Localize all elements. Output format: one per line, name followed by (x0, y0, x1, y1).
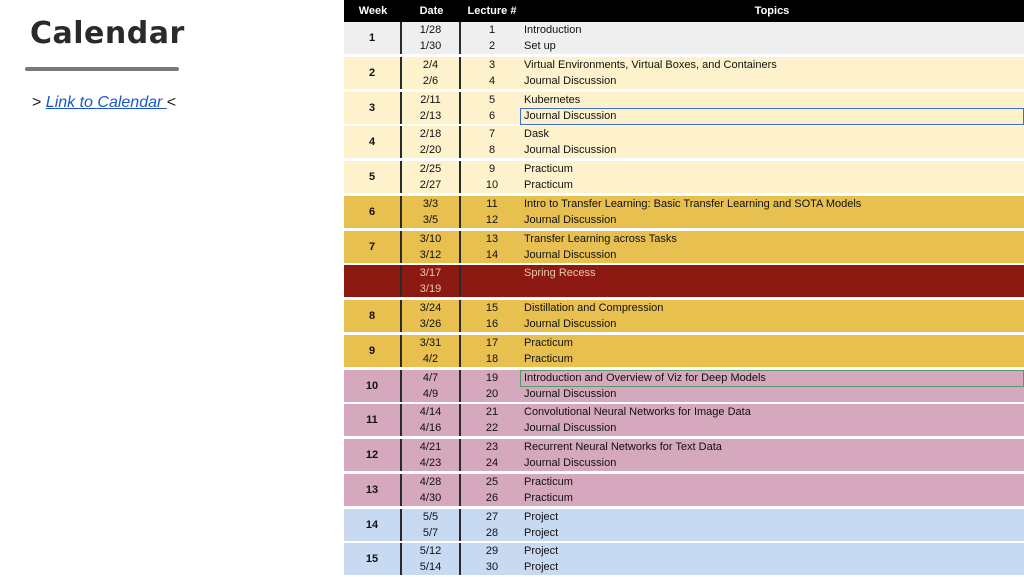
date-column (402, 439, 461, 471)
date-cell[interactable]: 3/10 (419, 232, 442, 245)
topic-cell[interactable]: Kubernetes (524, 93, 581, 106)
topic-cell[interactable]: Project (524, 545, 559, 558)
lecture-number-cell[interactable]: 27 (485, 510, 499, 523)
date-column (402, 92, 461, 124)
week-number-cell[interactable]: 4 (344, 126, 402, 158)
topic-cell[interactable]: Introduction (524, 24, 582, 36)
calendar-link[interactable]: Link to Calendar (45, 94, 167, 111)
table-header (344, 0, 1024, 22)
date-cell[interactable]: 4/14 (419, 406, 442, 419)
week-number-cell[interactable]: 10 (344, 370, 402, 402)
week-block (344, 161, 1024, 195)
week-number-cell[interactable]: 1 (344, 22, 402, 54)
date-column (402, 231, 461, 263)
date-cell[interactable]: 4/30 (419, 491, 442, 504)
week-number-cell[interactable]: 3 (344, 92, 402, 124)
topic-cell[interactable]: Project (524, 526, 559, 539)
date-cell[interactable]: 2/11 (420, 93, 441, 106)
lecture-number-cell[interactable]: 26 (485, 491, 499, 504)
date-cell[interactable]: 4/9 (422, 387, 439, 400)
date-column (402, 161, 461, 193)
topic-cell[interactable]: Practicum (524, 491, 573, 504)
topic-cell[interactable]: Recurrent Neural Networks for Text Data (524, 441, 722, 453)
schedule-table (344, 0, 1024, 576)
date-column (402, 404, 461, 436)
lecture-number-cell[interactable]: 8 (488, 144, 496, 157)
topic-cell[interactable]: Dask (524, 128, 550, 141)
date-cell[interactable]: 4/21 (419, 441, 442, 453)
date-cell[interactable]: 3/12 (419, 248, 442, 261)
date-cell[interactable]: 2/27 (419, 179, 442, 191)
topic-cell[interactable]: Journal Discussion (524, 457, 617, 469)
lecture-number-cell[interactable]: 14 (485, 248, 499, 261)
link-suffix: < (166, 94, 177, 111)
week-block (344, 231, 1024, 265)
topic-cell[interactable]: Practicum (524, 352, 573, 365)
lecture-number-cell[interactable] (461, 281, 523, 297)
date-column (402, 474, 461, 506)
week-block (344, 404, 1024, 438)
date-cell[interactable]: 3/31 (419, 336, 442, 349)
topic-cell[interactable]: Introduction and Overview of Viz for Deep Models (524, 371, 766, 384)
lecture-number-cell[interactable]: 2 (488, 40, 496, 52)
lecture-number-cell[interactable]: 7 (488, 128, 496, 141)
topic-cell[interactable]: Journal Discussion (524, 74, 617, 87)
lecture-number-cell[interactable]: 18 (485, 352, 499, 365)
topic-cell[interactable]: Project (524, 510, 559, 523)
topic-cell[interactable]: Spring Recess (524, 267, 596, 280)
lecture-number-cell[interactable]: 11 (486, 197, 498, 210)
date-column (402, 543, 461, 575)
date-cell[interactable]: 3/5 (422, 213, 439, 226)
header-date: Date (419, 5, 444, 17)
week-number-cell[interactable]: 14 (344, 509, 402, 541)
date-cell[interactable]: 4/7 (422, 371, 439, 384)
date-column (402, 335, 461, 367)
lecture-number-cell[interactable]: 30 (485, 561, 499, 574)
title-underline (25, 67, 179, 71)
week-number-cell[interactable]: 9 (344, 335, 402, 367)
lecture-number-cell[interactable]: 3 (488, 58, 496, 71)
date-cell[interactable]: 3/3 (422, 197, 439, 210)
week-number-cell[interactable]: 8 (344, 300, 402, 332)
topic-cell[interactable]: Journal Discussion (524, 422, 617, 435)
date-cell[interactable]: 2/20 (419, 144, 442, 157)
lecture-number-cell[interactable]: 9 (488, 163, 496, 175)
date-cell[interactable]: 2/13 (419, 109, 442, 122)
date-cell[interactable]: 1/28 (419, 24, 442, 36)
topic-cell[interactable]: Project (524, 561, 559, 574)
lecture-number-cell[interactable]: 6 (488, 109, 496, 122)
week-number-cell[interactable]: 13 (344, 474, 402, 506)
week-block (344, 335, 1024, 369)
lecture-number-cell[interactable]: 21 (485, 406, 499, 419)
lecture-number-cell[interactable]: 17 (485, 336, 499, 349)
week-number-cell[interactable]: 5 (344, 161, 402, 193)
week-number-cell[interactable]: 6 (344, 196, 402, 228)
lecture-number-cell[interactable]: 16 (485, 318, 499, 330)
week-number-cell[interactable]: 2 (344, 57, 402, 89)
topic-cell[interactable]: Practicum (524, 179, 573, 191)
topic-cell[interactable]: Virtual Environments, Virtual Boxes, and Containers (524, 58, 777, 71)
week-block (344, 439, 1024, 473)
lecture-number-cell[interactable]: 22 (485, 422, 499, 435)
week-number-cell[interactable] (344, 265, 402, 297)
lecture-number-cell[interactable]: 10 (485, 179, 499, 191)
date-cell[interactable]: 3/17 (419, 267, 442, 280)
week-block (344, 300, 1024, 334)
week-number-cell[interactable]: 12 (344, 439, 402, 471)
lecture-number-cell[interactable]: 29 (485, 545, 499, 558)
date-column (402, 300, 461, 332)
date-column (402, 22, 461, 54)
topic-cell[interactable]: Transfer Learning across Tasks (524, 232, 677, 245)
date-cell[interactable]: 5/12 (419, 545, 442, 558)
topic-cell[interactable]: Set up (524, 40, 556, 52)
lecture-number-cell[interactable]: 19 (485, 371, 499, 384)
topic-cell[interactable]: Distillation and Compression (524, 302, 664, 314)
date-column (402, 57, 461, 89)
date-cell[interactable]: 2/4 (422, 58, 439, 71)
week-block (344, 370, 1024, 404)
selected-cell-outline (520, 108, 1024, 125)
lecture-number-cell[interactable]: 20 (485, 387, 499, 400)
topic-cell[interactable]: Journal Discussion (524, 387, 617, 400)
topic-cell[interactable]: Journal Discussion (524, 248, 617, 261)
week-block (344, 265, 1024, 299)
lecture-number-cell[interactable]: 15 (485, 302, 499, 314)
week-block (344, 196, 1024, 230)
calendar-link-line (32, 94, 176, 112)
topic-cell[interactable]: Journal Discussion (524, 213, 617, 226)
topic-cell[interactable]: Intro to Transfer Learning: Basic Transfer Learning and SOTA Models (524, 197, 862, 210)
week-block (344, 126, 1024, 160)
date-cell[interactable]: 5/14 (419, 561, 442, 574)
lecture-number-cell[interactable]: 1 (488, 24, 496, 36)
topic-cell[interactable]: Practicum (524, 336, 573, 349)
topic-cell[interactable]: Journal Discussion (524, 318, 617, 330)
topic-cell[interactable]: Practicum (524, 163, 573, 175)
date-cell[interactable]: 4/28 (419, 475, 442, 488)
date-cell[interactable]: 5/5 (422, 510, 439, 523)
lecture-number-cell[interactable]: 28 (485, 526, 499, 539)
date-column (402, 370, 461, 402)
week-block (344, 57, 1024, 91)
week-block (344, 22, 1024, 56)
date-cell[interactable]: 3/26 (419, 318, 442, 330)
date-column (402, 265, 461, 297)
topic-cell[interactable]: Journal Discussion (524, 144, 617, 157)
lecture-number-cell[interactable]: 12 (485, 213, 499, 226)
date-cell[interactable]: 3/19 (419, 283, 442, 296)
topic-cell[interactable] (524, 281, 1020, 297)
date-cell[interactable]: 1/30 (419, 40, 442, 52)
topic-cell[interactable]: Journal Discussion (524, 109, 617, 122)
slide-title: Calendar (30, 16, 185, 51)
link-prefix: > (32, 94, 42, 111)
date-column (402, 126, 461, 158)
date-cell[interactable]: 2/18 (419, 128, 442, 141)
date-cell[interactable]: 4/16 (419, 422, 442, 435)
header-lecture: Lecture # (467, 5, 517, 17)
lecture-number-cell[interactable]: 4 (488, 74, 496, 87)
header-week: Week (358, 5, 388, 17)
lecture-number-cell[interactable]: 13 (485, 232, 499, 245)
date-column (402, 196, 461, 228)
week-number-cell[interactable]: 7 (344, 231, 402, 263)
week-block (344, 92, 1024, 126)
date-cell[interactable]: 3/24 (419, 302, 442, 314)
date-cell[interactable]: 2/25 (419, 163, 442, 175)
week-block (344, 509, 1024, 543)
highlighted-cell-outline (520, 370, 1024, 387)
date-cell[interactable]: 2/6 (422, 74, 439, 87)
week-number-cell[interactable]: 15 (344, 543, 402, 575)
date-column (402, 509, 461, 541)
topic-cell[interactable]: Convolutional Neural Networks for Image Data (524, 406, 751, 419)
lecture-number-cell[interactable]: 23 (485, 441, 499, 453)
lecture-number-cell[interactable]: 25 (485, 475, 499, 488)
week-block (344, 543, 1024, 577)
date-cell[interactable]: 4/2 (422, 352, 439, 365)
week-block (344, 474, 1024, 508)
lecture-number-cell[interactable] (461, 265, 523, 281)
header-topics: Topics (754, 5, 790, 17)
lecture-number-cell[interactable]: 5 (488, 93, 496, 106)
lecture-number-cell[interactable]: 24 (485, 457, 499, 469)
date-cell[interactable]: 4/23 (419, 457, 442, 469)
topic-cell[interactable]: Practicum (524, 475, 573, 488)
week-number-cell[interactable]: 11 (344, 404, 402, 436)
date-cell[interactable]: 5/7 (422, 526, 439, 539)
